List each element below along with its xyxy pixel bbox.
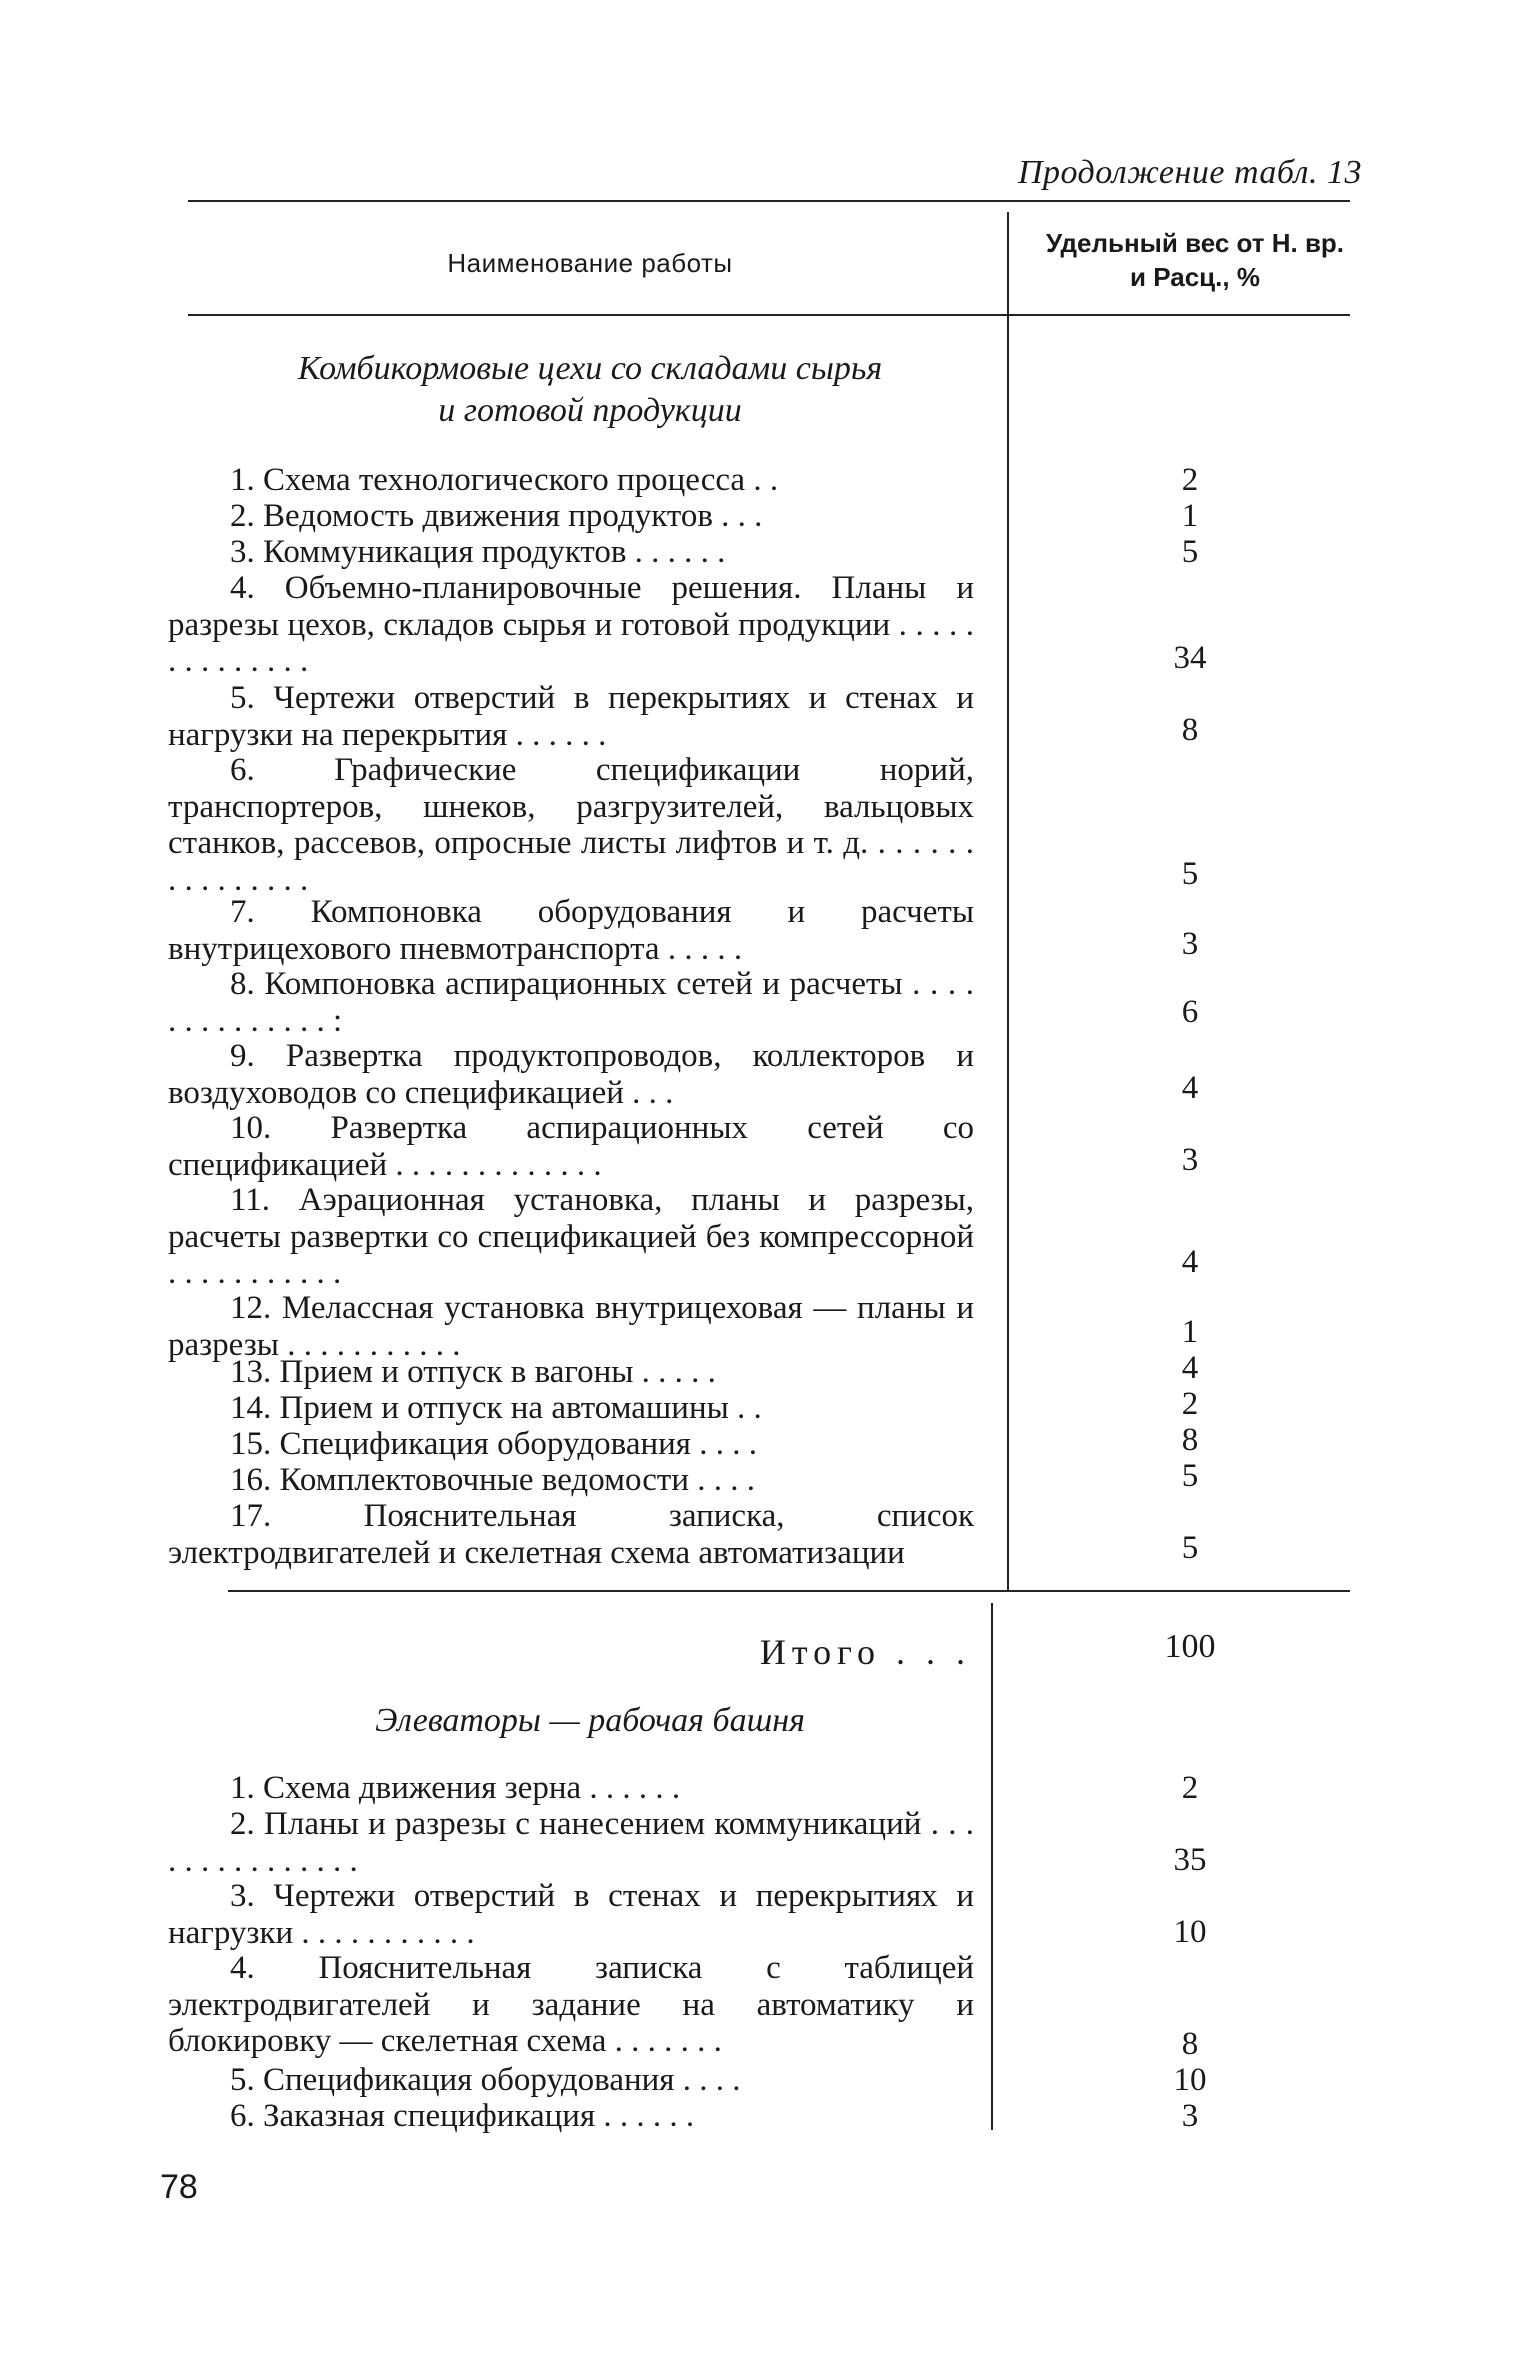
total-rule — [228, 1590, 1350, 1592]
list-item-text: 3. Коммуникация продуктов . . . . . . — [230, 534, 726, 570]
table-top-rule — [188, 200, 1350, 202]
list-item-value: 4 — [1181, 1350, 1199, 1386]
list-item-value: 6 — [1181, 994, 1199, 1030]
list-item-value: 10 — [1173, 1914, 1207, 1950]
list-item-text: 6. Заказная спецификация . . . . . . — [230, 2098, 695, 2134]
section-title-elevators: Элеваторы — рабочая башня — [375, 1702, 805, 1739]
list-item-value: 35 — [1173, 1842, 1207, 1878]
list-item-text: 2. Ведомость движения продуктов . . . — [230, 498, 763, 534]
list-item-value: 5 — [1181, 856, 1199, 892]
list-item-text: 5. Спецификация оборудования . . . . — [230, 2062, 741, 2098]
header-bottom-rule — [188, 314, 1350, 316]
list-item-value: 5 — [1181, 1530, 1199, 1566]
list-item-text: 4. Пояснительная записка с таблицей электродвигателей и задание на автоматику и блокировку — скелетная схема . . . . . . . — [168, 1950, 974, 2059]
list-item-value: 3 — [1181, 926, 1199, 962]
list-item-text: 7. Компоновка оборудования и расчеты внутрицехового пневмотранспорта . . . . . — [168, 894, 974, 967]
list-item-value: 8 — [1181, 1422, 1199, 1458]
list-item-value: 4 — [1181, 1244, 1199, 1280]
list-item-text: 1. Схема технологического процесса . . — [230, 462, 779, 498]
list-item-value: 4 — [1181, 1070, 1199, 1106]
list-item-text: 5. Чертежи отверстий в перекрытиях и стенах и нагрузки на перекрытия . . . . . . — [168, 680, 974, 753]
section-title-feed-mills — [180, 348, 1000, 432]
list-item-text: 12. Мелассная установка внутрицеховая — планы и разрезы . . . . . . . . . . . — [168, 1290, 974, 1363]
total-label: Итого . . . — [759, 1632, 971, 1672]
list-item-value: 8 — [1181, 2026, 1199, 2062]
column-header-weight: Удельный вес от Н. вр. и Расц., % — [1045, 228, 1345, 292]
list-item-text: 13. Прием и отпуск в вагоны . . . . . — [230, 1354, 716, 1390]
list-item-value: 3 — [1181, 2098, 1199, 2134]
list-item-text: 11. Аэрационная установка, планы и разрезы, расчеты развертки со спецификацией без компрессорной . . . . . . . . . . . — [168, 1182, 974, 1291]
list-item-value: 1 — [1181, 498, 1199, 534]
section-title-line-2: и готовой продукции — [438, 392, 742, 429]
list-item-value: 10 — [1173, 2062, 1207, 2098]
list-item-value: 5 — [1181, 534, 1199, 570]
table-continuation-caption: Продолжение табл. 13 — [1017, 154, 1362, 191]
list-item-value: 5 — [1181, 1458, 1199, 1494]
list-item-text: 9. Развертка продуктопроводов, коллекторов и воздуховодов со спецификацией . . . — [168, 1038, 974, 1111]
list-item-text: 14. Прием и отпуск на автомашины . . — [230, 1390, 762, 1426]
column-divider-lower — [991, 1603, 993, 2130]
list-item-value: 1 — [1181, 1314, 1199, 1350]
list-item-value: 34 — [1173, 640, 1207, 676]
list-item-text: 16. Комплектовочные ведомости . . . . — [230, 1462, 756, 1498]
column-header-name: Наименование работы — [447, 248, 733, 278]
list-item-text: 6. Графические спецификации норий, транспортеров, шнеков, разгрузителей, вальцовых станков, рассевов, опросные листы лифтов и т. д. . . . . . . . . . . . . . . . — [168, 752, 974, 898]
list-item-text: 8. Компоновка аспирационных сетей и расчеты . . . . . . . . . . . . . . : — [168, 966, 974, 1039]
list-item-value: 2 — [1181, 462, 1199, 498]
list-item-text: 2. Планы и разрезы с нанесением коммуникаций . . . . . . . . . . . . . . . — [168, 1806, 974, 1879]
list-item-text: 4. Объемно-планировочные решения. Планы и разрезы цехов, складов сырья и готовой продукции . . . . . . . . . . . . . . — [168, 570, 974, 679]
page-number: 78 — [160, 2168, 198, 2206]
list-item-value: 2 — [1181, 1386, 1199, 1422]
list-item-text: 17. Пояснительная записка, список электродвигателей и скелетная схема автоматизации — [168, 1498, 974, 1571]
list-item-text: 15. Спецификация оборудования . . . . — [230, 1426, 757, 1462]
list-item-text: 3. Чертежи отверстий в стенах и перекрытиях и нагрузки . . . . . . . . . . . — [168, 1878, 974, 1951]
list-item-value: 3 — [1181, 1142, 1199, 1178]
list-item-value: 2 — [1181, 1770, 1199, 1806]
list-item-value: 8 — [1181, 712, 1199, 748]
column-divider-upper — [1007, 212, 1009, 1590]
list-item-text: 10. Развертка аспирационных сетей со спецификацией . . . . . . . . . . . . . — [168, 1110, 974, 1183]
list-item-text: 1. Схема движения зерна . . . . . . — [230, 1770, 681, 1806]
total-value: 100 — [1164, 1628, 1216, 1665]
section-title-line-1: Комбикормовые цехи со складами сырья — [297, 350, 883, 387]
